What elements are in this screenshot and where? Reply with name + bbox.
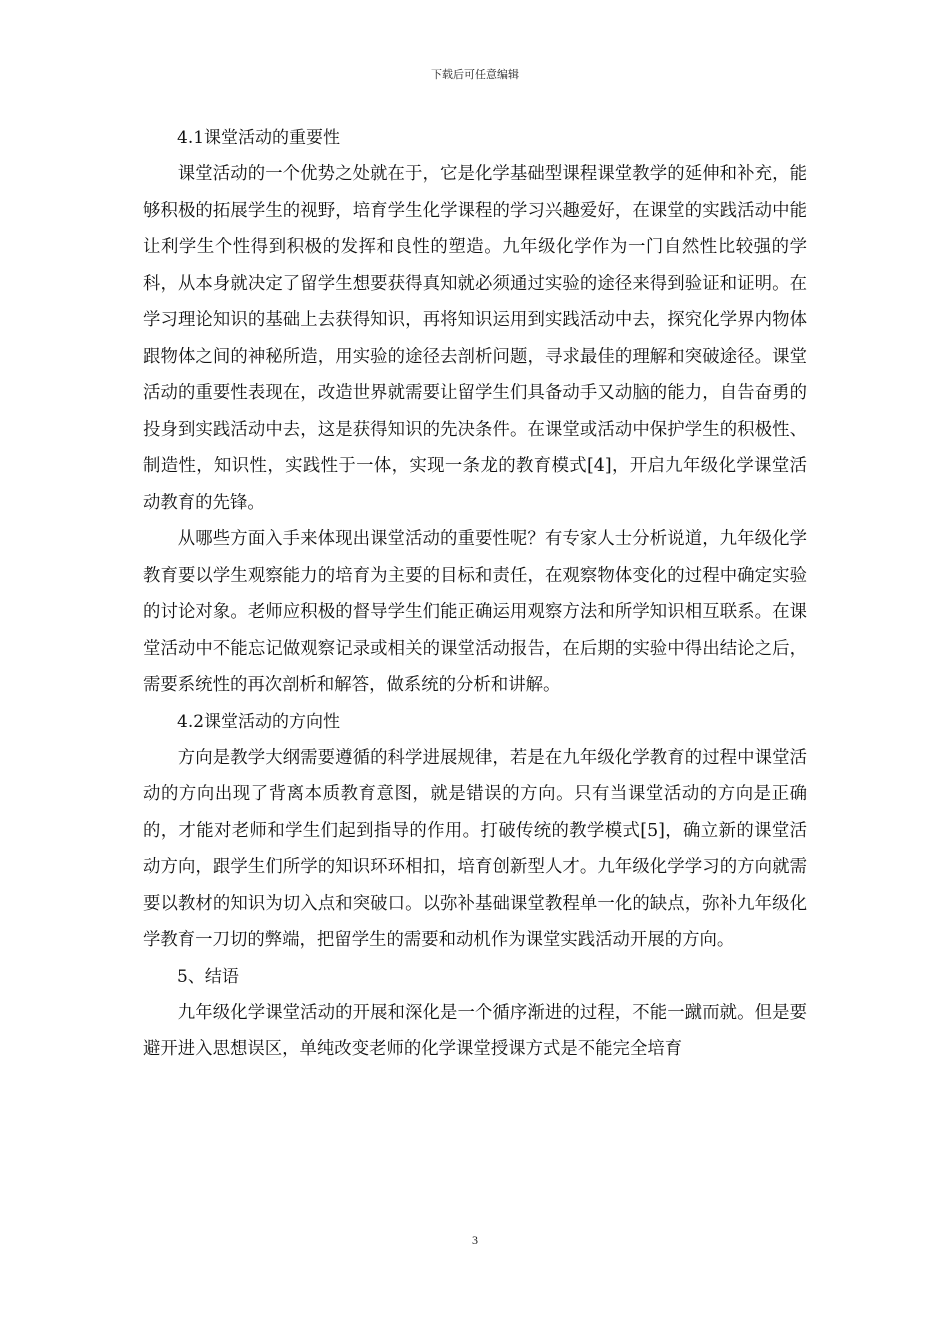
section-heading-5: 5、结语 [177,966,239,987]
paragraph-importance-1: 课堂活动的一个优势之处就在于，它是化学基础型课程课堂教学的延伸和补充，能够积极的拓展学生的视野，培育学生化学课程的学习兴趣爱好，在课堂的实践活动中能让利学生个性得到积极的发挥和良性的塑造。九年级化学作为一门自然性比较强的学科，从本身就决定了留学生想要获得真知就必须通过实验的途径来得到验证和证明。在学习理论知识的基础上去获得知识，再将知识运用到实践活动中去，探究化学界内物体跟物体之间的神秘所造，用实验的途径去剖析问题，寻求最佳的理解和突破途径。课堂活动的重要性表现在，改造世界就需要让留学生们具备动手又动脑的能力，自告奋勇的投身到实践活动中去，这是获得知识的先决条件。在课堂或活动中保护学生的积极性、制造性，知识性，实践性于一体，实现一条龙的教育模式[4]，开启九年级化学课堂活动教育的先锋。 [143,164,807,513]
paragraph-direction-1: 方向是教学大纲需要遵循的科学进展规律，若是在九年级化学教育的过程中课堂活动的方向出现了背离本质教育意图，就是错误的方向。只有当课堂活动的方向是正确的，才能对老师和学生们起到指导的作用。打破传统的教学模式[5]，确立新的课堂活动方向，跟学生们所学的知识环环相扣，培育创新型人才。九年级化学学习的方向就需要以教材的知识为切入点和突破口。以弥补基础课堂教程单一化的缺点，弥补九年级化学教育一刀切的弊端，把留学生的需要和动机作为课堂实践活动开展的方向。 [143,747,807,950]
page-number: 3 [472,1233,478,1247]
page-header-note: 下载后可任意编辑 [431,68,519,81]
section-heading-4-1: 4.1课堂活动的重要性 [177,128,341,148]
document-body [143,120,807,1068]
paragraph-importance-2: 从哪些方面入手来体现出课堂活动的重要性呢？有专家人士分析说道，九年级化学教育要以学生观察能力的培育为主要的目标和责任，在观察物体变化的过程中确定实验的讨论对象。老师应积极的督导学生们能正确运用观察方法和所学知识相互联系。在课堂活动中不能忘记做观察记录或相关的课堂活动报告，在后期的实验中得出结论之后，需要系统性的再次剖析和解答，做系统的分析和讲解。 [143,529,807,695]
paragraph-conclusion-1: 九年级化学课堂活动的开展和深化是一个循序渐进的过程，不能一蹴而就。但是要避开进入思想误区，单纯改变老师的化学课堂授课方式是不能完全培育 [143,1002,807,1059]
section-heading-4-2: 4.2课堂活动的方向性 [177,711,341,732]
